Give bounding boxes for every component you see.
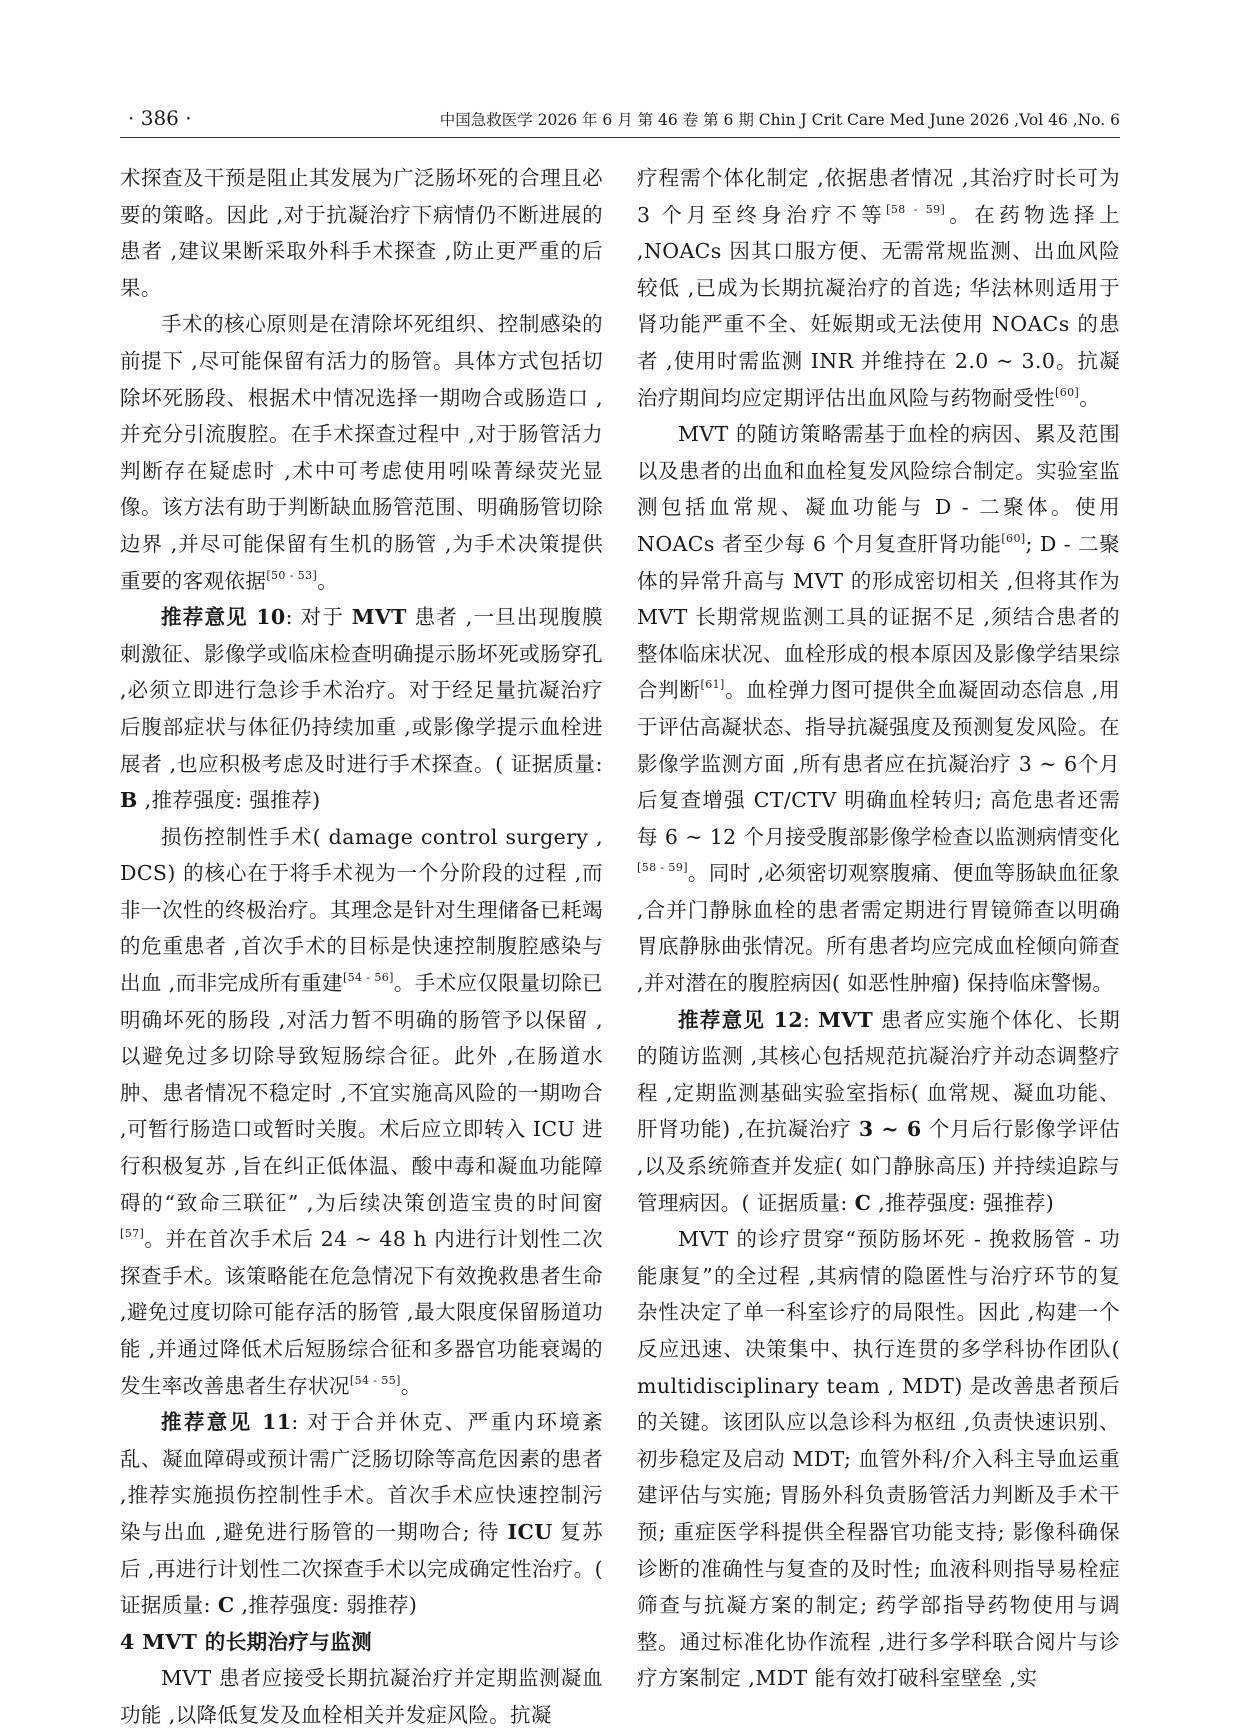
recommendation-10: 推荐意见 10: 对于 MVT 患者 ,一旦出现腹膜刺激征、影像学或临床检查明确提示肠坏死或肠穿孔 ,必须立即进行急诊手术治疗。对于经足量抗凝治疗后腹部症状与体征仍持续加重 ,或影像学提示血栓进展者 ,也应积极考虑及时进行手术探查。( 证据质量: B ,推荐强度: 强推荐) <box>120 605 603 813</box>
citation: [57] <box>120 1227 145 1241</box>
recommendation-label: 推荐意见 10 <box>161 605 286 630</box>
citation: [50 - 53] <box>266 568 318 582</box>
citation: [54 - 56] <box>342 971 394 985</box>
citation: [58 - 59] <box>637 861 688 875</box>
recommendation-12: 推荐意见 12: MVT 患者应实施个体化、长期的随访监测 ,其核心包括规范抗凝治疗并动态调整疗程 ,定期监测基础实验室指标( 血常规、凝血功能、肝肾功能) ,在抗凝治疗 3 ~ 6 个月后行影像学评估 ,以及系统筛查并发症( 如门静脉高压) 并持续追踪与管理病因。( 证据质量: C ,推荐强度: 强推荐) <box>637 1007 1120 1215</box>
citation: [58 - 59] <box>886 202 946 216</box>
paragraph: MVT 的诊疗贯穿“预防肠坏死 - 挽救肠管 - 功能康复”的全过程 ,其病情的隐匿性与治疗环节的复杂性决定了单一科室诊疗的局限性。因此 ,构建一个反应迅速、决策集中、执行连贯的多学科协作团队( multidisciplinary team , MDT) 是改善患者预后的关键。该团队应以急诊科为枢纽 ,负责快速识别、初步稳定及启动 MDT; 血管外科/介入科主导血运重建评估与实施; 胃肠外科负责肠管活力判断及手术干预; 重症医学科提供全程器官功能支持; 影像科确保诊断的准确性与复查的及时性; 血液科则指导易栓症筛查与抗凝方案的制定; 药学部指导药物使用与调整。通过标准化协作流程 ,进行多学科联合阅片与诊疗方案制定 ,MDT 能有效打破科室壁垒 ,实 <box>637 1227 1120 1691</box>
right-column <box>637 160 1120 1697</box>
paragraph: MVT 的随访策略需基于血栓的病因、累及范围以及患者的出血和血栓复发风险综合制定。实验室监测包括血常规、凝血功能与 D - 二聚体。使用 NOACs 者至少每 6 个月复查肝肾功能[60]; D - 二聚体的异常升高与 MVT 的形成密切相关 ,但将其作为 MVT 长期常规监测工具的证据不足 ,须结合患者的整体临床状况、血栓形成的根本原因及影像学结果综合判断[61]。血栓弹力图可提供全血凝固动态信息 ,用于评估高凝状态、指导抗凝强度及预测复发风险。在影像学监测方面 ,所有患者应在抗凝治疗 3 ~ 6个月后复查增强 CT/CTV 明确血栓转归; 高危患者还需每 6 ~ 12 个月接受腹部影像学检查以监测病情变化[58 - 59]。同时 ,必须密切观察腹痛、便血等肠缺血征象 ,合并门静脉血栓的患者需定期进行胃镜筛查以明确胃底静脉曲张情况。所有患者均应完成血栓倾向筛查 ,并对潜在的腹腔病因( 如恶性肿瘤) 保持临床警惕。 <box>637 422 1120 996</box>
recommendation-label: 推荐意见 12 <box>678 1007 803 1032</box>
citation: [54 - 55] <box>349 1373 401 1387</box>
recommendation-11: 推荐意见 11: 对于合并休克、严重内环境紊乱、凝血障碍或预计需广泛肠切除等高危因素的患者 ,推荐实施损伤控制性手术。首次手术应快速控制污染与出血 ,避免进行肠管的一期吻合; 待 ICU 复苏后 ,再进行计划性二次探查手术以完成确定性治疗。( 证据质量: C ,推荐强度: 弱推荐) <box>120 1410 603 1618</box>
citation: [61] <box>700 678 725 692</box>
page-number: · 386 · <box>128 106 192 130</box>
paragraph: MVT 患者应接受长期抗凝治疗并定期监测凝血功能 ,以降低复发及血栓相关并发症风险。抗凝 <box>120 1666 603 1727</box>
citation: [60] <box>1055 385 1080 399</box>
journal-citation-line: 中国急救医学 2026 年 6 月 第 46 卷 第 6 期 Chin J Crit Care Med June 2026 ,Vol 46 ,No. 6 <box>439 111 1120 129</box>
paragraph: 疗程需个体化制定 ,依据患者情况 ,其治疗时长可为 3 个月至终身治疗不等[58 - 59]。在药物选择上 ,NOACs 因其口服方便、无需常规监测、出血风险较低 ,已成为长期抗凝治疗的首选; 华法林则适用于肾功能严重不全、妊娠期或无法使用 NOACs 的患者 ,使用时需监测 INR 并维持在 2.0 ~ 3.0。抗凝治疗期间均应定期评估出血风险与药物耐受性[60]。 <box>637 166 1120 410</box>
header-rule <box>120 137 1120 138</box>
page-header <box>120 106 1120 136</box>
citation: [60] <box>1001 531 1026 545</box>
section-heading: 4 MVT 的长期治疗与监测 <box>120 1629 372 1654</box>
left-column <box>120 160 603 1734</box>
recommendation-label: 推荐意见 11 <box>161 1410 292 1435</box>
paragraph: 手术的核心原则是在清除坏死组织、控制感染的前提下 ,尽可能保留有活力的肠管。具体方式包括切除坏死肠段、根据术中情况选择一期吻合或肠造口 ,并充分引流腹腔。在手术探查过程中 ,对于肠管活力判断存在疑虑时 ,术中可考虑使用吲哚菁绿荧光显像。该方法有助于判断缺血肠管范围、明确肠管切除边界 ,并尽可能保留有生机的肠管 ,为手术决策提供重要的客观依据[50 - 53]。 <box>120 312 603 593</box>
paragraph: 术探查及干预是阻止其发展为广泛肠坏死的合理且必要的策略。因此 ,对于抗凝治疗下病情仍不断进展的患者 ,建议果断采取外科手术探查 ,防止更严重的后果。 <box>120 166 603 300</box>
paragraph: 损伤控制性手术( damage control surgery , DCS) 的核心在于将手术视为一个分阶段的过程 ,而非一次性的终极治疗。其理念是针对生理储备已耗竭的危重患者 ,首次手术的目标是快速控制腹腔感染与出血 ,而非完成所有重建[54 - 56]。手术应仅限量切除已明确坏死的肠段 ,对活力暂不明确的肠管予以保留 ,以避免过多切除导致短肠综合征。此外 ,在肠道水肿、患者情况不稳定时 ,不宜实施高风险的一期吻合 ,可暂行肠造口或暂时关腹。术后应立即转入 ICU 进行积极复苏 ,旨在纠正低体温、酸中毒和凝血功能障碍的“致命三联征” ,为后续决策创造宝贵的时间窗[57]。并在首次手术后 24 ~ 48 h 内进行计划性二次探查手术。该策略能在危急情况下有效挽救患者生命 ,避免过度切除可能存活的肠管 ,最大限度保留肠道功能 ,并通过降低术后短肠综合征和多器官功能衰竭的发生率改善患者生存状况[54 - 55]。 <box>120 824 604 1398</box>
